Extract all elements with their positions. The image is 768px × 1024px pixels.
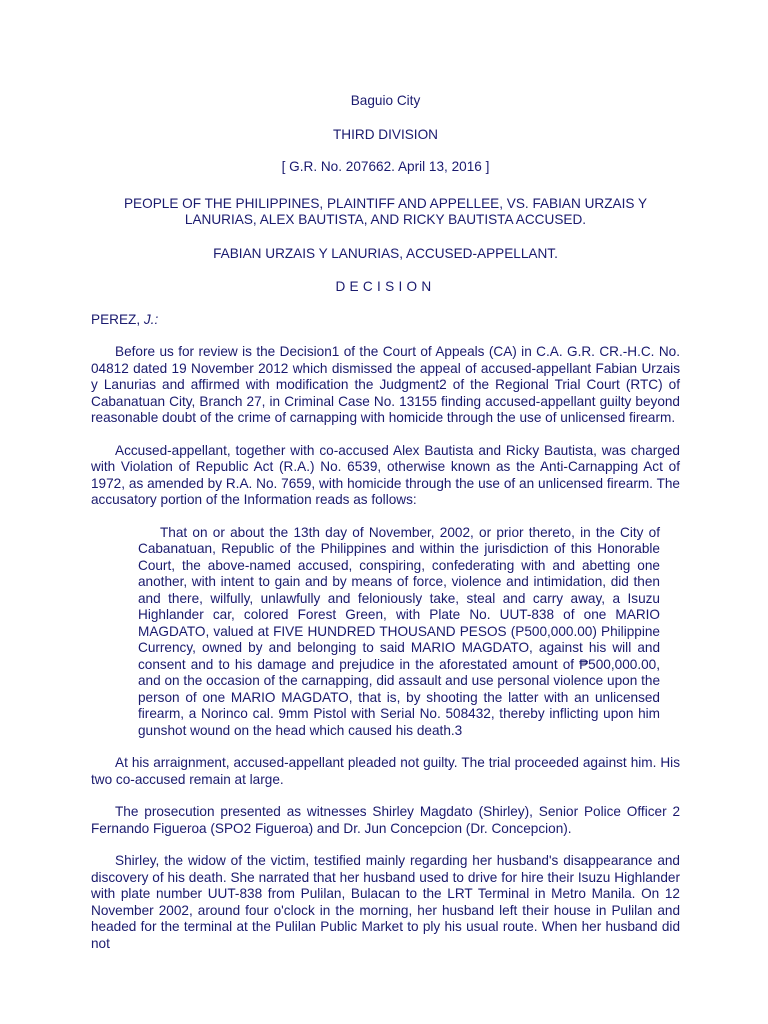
paragraph-review: Before us for review is the Decision1 of the Court of Appeals (CA) in C.A. G.R. CR.-H.C. No. 04812 dated 19 November 2012 which dismissed the appeal of accused-appellant Fabian Urzais y Lanurias and affirmed with modification the Judgment2 of the Regional Trial Court (RTC) of Cabanatuan City, Branch 27, in Criminal Case No. 13155 finding accused-appellant guilty beyond reasonable doubt of the crime of carnapping with homicide through the use of unlicensed firearm. [91,344,680,425]
paragraph-charge: Accused-appellant, together with co-accused Alex Bautista and Ricky Bautista, was charged with Violation of Republic Act (R.A.) No. 6539, otherwise known as the Anti-Carnapping Act of 1972, as amended by R.A. No. 7659, with homicide through the use of an unlicensed firearm. The accusatory portion of the Information reads as follows: [91,442,680,507]
paragraph-arraignment: At his arraignment, accused-appellant pleaded not guilty. The trial proceeded against him. His two co-accused remain at large. [91,755,680,787]
case-parties: PEOPLE OF THE PHILIPPINES, PLAINTIFF AND APPELLEE, VS. FABIAN URZAIS Y LANURIAS, ALEX BAUTISTA, AND RICKY BAUTISTA ACCUSED. [123,195,648,227]
ponente-title: J.: [143,311,159,327]
court-city: Baguio City [350,93,421,108]
paragraph-testimony: Shirley, the widow of the victim, testified mainly regarding her husband's disappearance and discovery of his death. She narrated that her husband used to drive for hire their Isuzu Highlander with plate number UUT-838 from Pulilan, Bulacan to the LRT Terminal in Metro Manila. On 12 November 2002, around four o'clock in the morning, her husband left their house in Pulilan and headed for the terminal at the Pulilan Public Market to ply his usual route. When her husband did not [91,853,680,951]
case-number: [ G.R. No. 207662. April 13, 2016 ] [281,159,490,174]
accused-appellant: FABIAN URZAIS Y LANURIAS, ACCUSED-APPELLANT. [213,245,558,261]
ponente-name: PEREZ, [91,311,144,327]
ponente [91,312,680,329]
decision-heading: DECISION [335,279,436,294]
paragraph-witnesses: The prosecution presented as witnesses Shirley Magdato (Shirley), Senior Police Officer 2 Fernando Figueroa (SPO2 Figueroa) and Dr. Jun Concepcion (Dr. Concepcion). [91,804,680,836]
court-division: THIRD DIVISION [333,126,438,142]
information-quote: That on or about the 13th day of November, 2002, or prior thereto, in the City of Cabanatuan, Republic of the Philippines and within the jurisdiction of this Honorable Court, the above-named accused, conspiring, confederating with and abetting one another, with intent to gain and by means of force, violence and intimidation, did then and there, wilfully, unlawfully and feloniously take, steal and carry away, a Isuzu Highlander car, colored Forest Green, with Plate No. UUT-838 of one MARIO MAGDATO, valued at FIVE HUNDRED THOUSAND PESOS (P500,000.00) Philippine Currency, owned by and belonging to said MARIO MAGDATO, against his will and consent and to his damage and prejudice in the aforestated amount of ₱500,000.00, and on the occasion of the carnapping, did assault and use personal violence upon the person of one MARIO MAGDATO, that is, by shooting the latter with an unlicensed firearm, a Norinco cal. 9mm Pistol with Serial No. 508432, thereby inflicting upon him gunshot wound on the head which caused his death.3 [138,524,660,738]
